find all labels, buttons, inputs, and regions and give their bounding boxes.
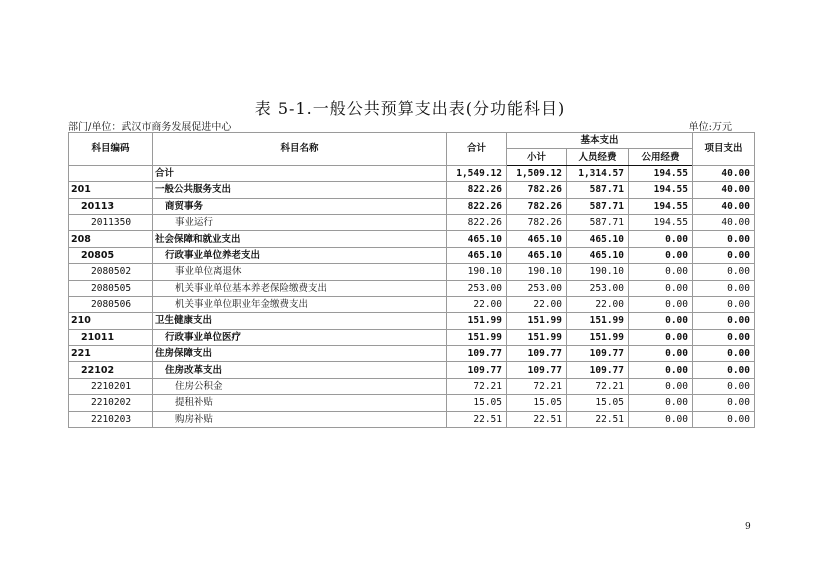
cell-name: 住房公积金 <box>153 378 447 394</box>
cell-public: 0.00 <box>629 395 693 411</box>
cell-name: 住房保障支出 <box>153 346 447 362</box>
table-row <box>69 165 755 181</box>
table-row <box>69 198 755 214</box>
cell-project: 0.00 <box>693 362 755 378</box>
cell-total: 465.10 <box>447 231 507 247</box>
cell-personnel: 587.71 <box>567 214 629 230</box>
header-total: 合计 <box>447 133 507 166</box>
cell-name: 卫生健康支出 <box>153 313 447 329</box>
header-project: 项目支出 <box>693 133 755 166</box>
cell-subtotal: 782.26 <box>507 182 567 198</box>
cell-subtotal: 253.00 <box>507 280 567 296</box>
cell-personnel: 587.71 <box>567 198 629 214</box>
cell-personnel: 22.51 <box>567 411 629 427</box>
cell-code: 208 <box>69 231 153 247</box>
cell-name: 事业运行 <box>153 214 447 230</box>
header-subtotal: 小计 <box>507 149 567 165</box>
unit-label: 单位:万元 <box>688 122 732 133</box>
cell-project: 0.00 <box>693 378 755 394</box>
table-row <box>69 395 755 411</box>
cell-subtotal: 465.10 <box>507 231 567 247</box>
cell-public: 194.55 <box>629 214 693 230</box>
cell-total: 151.99 <box>447 313 507 329</box>
header-basic: 基本支出 <box>507 133 693 149</box>
cell-name: 合计 <box>153 165 447 181</box>
cell-public: 0.00 <box>629 346 693 362</box>
cell-personnel: 465.10 <box>567 231 629 247</box>
cell-total: 1,549.12 <box>447 165 507 181</box>
cell-subtotal: 22.51 <box>507 411 567 427</box>
cell-subtotal: 782.26 <box>507 214 567 230</box>
cell-code: 22102 <box>69 362 153 378</box>
cell-project: 0.00 <box>693 231 755 247</box>
cell-public: 0.00 <box>629 411 693 427</box>
cell-total: 151.99 <box>447 329 507 345</box>
cell-name: 事业单位离退休 <box>153 264 447 280</box>
cell-public: 194.55 <box>629 165 693 181</box>
cell-public: 0.00 <box>629 280 693 296</box>
page-title: 表 5-1.一般公共预算支出表(分功能科目) <box>254 99 566 118</box>
cell-project: 40.00 <box>693 182 755 198</box>
cell-public: 0.00 <box>629 296 693 312</box>
cell-subtotal: 465.10 <box>507 247 567 263</box>
cell-public: 0.00 <box>629 329 693 345</box>
header-name: 科目名称 <box>153 133 447 166</box>
cell-personnel: 151.99 <box>567 329 629 345</box>
table-row <box>69 214 755 230</box>
cell-subtotal: 72.21 <box>507 378 567 394</box>
header-code: 科目编码 <box>69 133 153 166</box>
cell-project: 40.00 <box>693 198 755 214</box>
cell-public: 194.55 <box>629 198 693 214</box>
cell-total: 822.26 <box>447 182 507 198</box>
cell-code: 2210202 <box>69 395 153 411</box>
cell-code: 20113 <box>69 198 153 214</box>
cell-total: 822.26 <box>447 214 507 230</box>
cell-public: 0.00 <box>629 247 693 263</box>
cell-personnel: 15.05 <box>567 395 629 411</box>
cell-project: 0.00 <box>693 296 755 312</box>
cell-personnel: 22.00 <box>567 296 629 312</box>
table-row <box>69 231 755 247</box>
cell-personnel: 587.71 <box>567 182 629 198</box>
cell-name: 提租补贴 <box>153 395 447 411</box>
cell-code: 201 <box>69 182 153 198</box>
cell-personnel: 1,314.57 <box>567 165 629 181</box>
cell-code: 221 <box>69 346 153 362</box>
cell-subtotal: 1,509.12 <box>507 165 567 181</box>
cell-code: 20805 <box>69 247 153 263</box>
cell-name: 购房补贴 <box>153 411 447 427</box>
cell-personnel: 151.99 <box>567 313 629 329</box>
table-row <box>69 296 755 312</box>
cell-code: 21011 <box>69 329 153 345</box>
cell-project: 40.00 <box>693 214 755 230</box>
cell-name: 住房改革支出 <box>153 362 447 378</box>
cell-project: 0.00 <box>693 264 755 280</box>
table-row <box>69 313 755 329</box>
cell-total: 465.10 <box>447 247 507 263</box>
page-number: 9 <box>745 522 751 532</box>
cell-project: 0.00 <box>693 280 755 296</box>
cell-public: 0.00 <box>629 362 693 378</box>
table-row <box>69 378 755 394</box>
table-row <box>69 264 755 280</box>
table-row <box>69 280 755 296</box>
cell-subtotal: 15.05 <box>507 395 567 411</box>
department-label: 部门/单位：武汉市商务发展促进中心 <box>68 122 232 133</box>
cell-code: 210 <box>69 313 153 329</box>
cell-project: 0.00 <box>693 346 755 362</box>
table-row <box>69 362 755 378</box>
cell-subtotal: 151.99 <box>507 313 567 329</box>
cell-public: 0.00 <box>629 231 693 247</box>
cell-code: 2011350 <box>69 214 153 230</box>
cell-public: 0.00 <box>629 378 693 394</box>
cell-subtotal: 190.10 <box>507 264 567 280</box>
cell-personnel: 465.10 <box>567 247 629 263</box>
cell-personnel: 253.00 <box>567 280 629 296</box>
header-public: 公用经费 <box>629 149 693 165</box>
budget-table <box>68 132 755 428</box>
cell-name: 行政事业单位养老支出 <box>153 247 447 263</box>
cell-code: 2080502 <box>69 264 153 280</box>
cell-public: 0.00 <box>629 313 693 329</box>
cell-total: 253.00 <box>447 280 507 296</box>
cell-subtotal: 109.77 <box>507 346 567 362</box>
cell-subtotal: 151.99 <box>507 329 567 345</box>
table-row <box>69 182 755 198</box>
cell-total: 72.21 <box>447 378 507 394</box>
cell-name: 行政事业单位医疗 <box>153 329 447 345</box>
table-row <box>69 346 755 362</box>
cell-total: 109.77 <box>447 362 507 378</box>
cell-personnel: 190.10 <box>567 264 629 280</box>
cell-code: 2210201 <box>69 378 153 394</box>
cell-project: 0.00 <box>693 329 755 345</box>
cell-total: 22.00 <box>447 296 507 312</box>
cell-name: 一般公共服务支出 <box>153 182 447 198</box>
header-personnel: 人员经费 <box>567 149 629 165</box>
cell-code: 2080505 <box>69 280 153 296</box>
cell-name: 机关事业单位基本养老保险缴费支出 <box>153 280 447 296</box>
cell-subtotal: 109.77 <box>507 362 567 378</box>
cell-total: 109.77 <box>447 346 507 362</box>
cell-project: 0.00 <box>693 247 755 263</box>
table-body <box>69 165 755 427</box>
cell-code <box>69 165 153 181</box>
cell-subtotal: 782.26 <box>507 198 567 214</box>
table-row <box>69 329 755 345</box>
cell-code: 2080506 <box>69 296 153 312</box>
cell-name: 机关事业单位职业年金缴费支出 <box>153 296 447 312</box>
cell-subtotal: 22.00 <box>507 296 567 312</box>
cell-public: 194.55 <box>629 182 693 198</box>
cell-total: 190.10 <box>447 264 507 280</box>
cell-personnel: 72.21 <box>567 378 629 394</box>
table-header <box>69 133 755 166</box>
cell-project: 0.00 <box>693 395 755 411</box>
cell-total: 22.51 <box>447 411 507 427</box>
cell-public: 0.00 <box>629 264 693 280</box>
cell-project: 0.00 <box>693 313 755 329</box>
table-row <box>69 247 755 263</box>
cell-name: 商贸事务 <box>153 198 447 214</box>
cell-project: 0.00 <box>693 411 755 427</box>
cell-name: 社会保障和就业支出 <box>153 231 447 247</box>
table-row <box>69 411 755 427</box>
cell-personnel: 109.77 <box>567 362 629 378</box>
cell-total: 822.26 <box>447 198 507 214</box>
cell-code: 2210203 <box>69 411 153 427</box>
cell-total: 15.05 <box>447 395 507 411</box>
cell-personnel: 109.77 <box>567 346 629 362</box>
cell-project: 40.00 <box>693 165 755 181</box>
